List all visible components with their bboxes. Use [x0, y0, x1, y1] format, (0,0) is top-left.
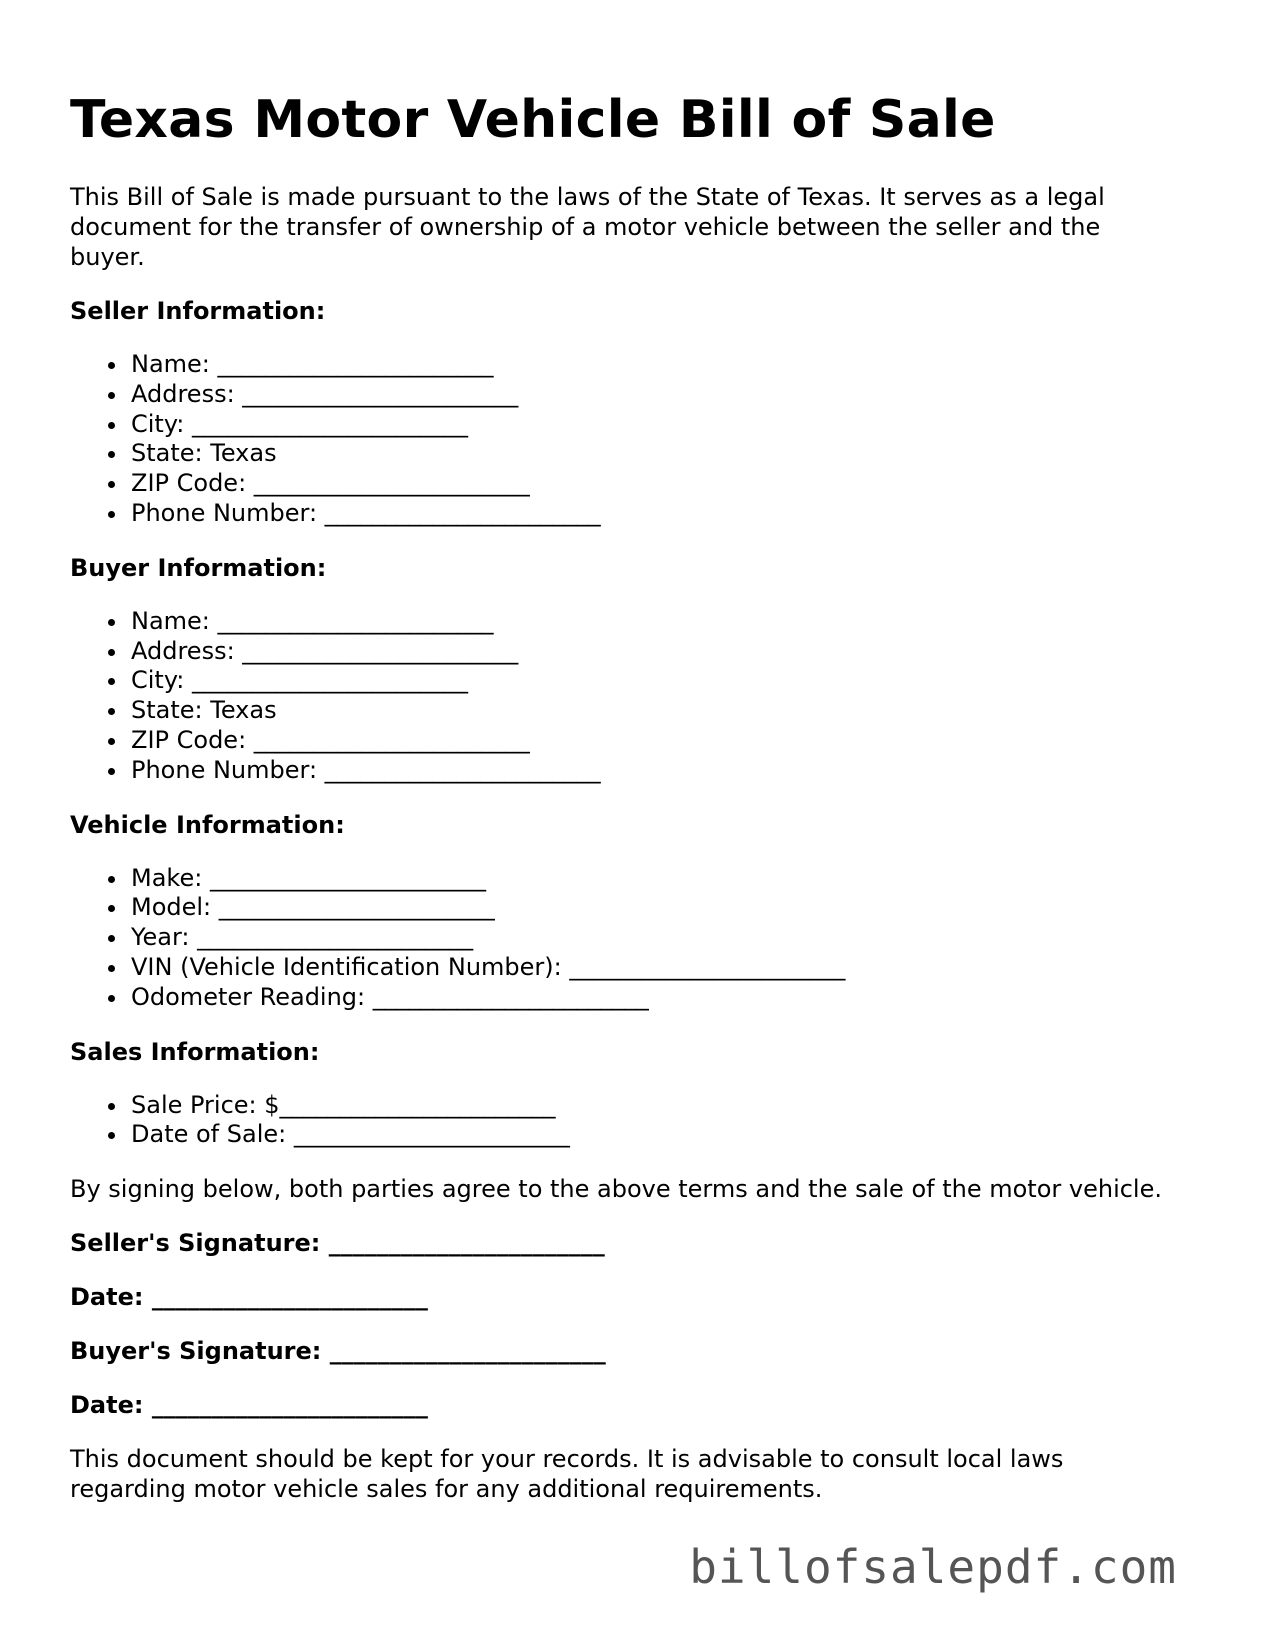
watermark: billofsalepdf.com [689, 1540, 1177, 1594]
sale-date-field: Date of Sale: _______________________ [131, 1120, 1220, 1150]
seller-phone-field: Phone Number: _______________________ [131, 499, 1220, 529]
seller-name-field: Name: _______________________ [131, 350, 1220, 380]
seller-address-field: Address: _______________________ [131, 380, 1220, 410]
seller-signature-line: Seller's Signature: _______________________ [70, 1229, 605, 1258]
buyer-state-field: State: Texas [131, 696, 1220, 726]
seller-heading: Seller Information: [70, 297, 326, 325]
vehicle-year-field: Year: _______________________ [131, 923, 1220, 953]
seller-date-line: Date: _______________________ [70, 1283, 428, 1312]
document-page [70, 80, 1220, 1504]
vehicle-list [70, 864, 1220, 1013]
vehicle-vin-field: VIN (Vehicle Identification Number): _______________________ [131, 953, 1220, 983]
seller-state-field: State: Texas [131, 439, 1220, 469]
buyer-address-field: Address: _______________________ [131, 637, 1220, 667]
buyer-list [70, 607, 1220, 786]
buyer-date-line: Date: _______________________ [70, 1391, 428, 1420]
sales-heading: Sales Information: [70, 1037, 320, 1066]
buyer-heading: Buyer Information: [70, 553, 327, 582]
vehicle-heading: Vehicle Information: [70, 810, 345, 839]
closing-paragraph: This document should be kept for your records. It is advisable to consult local laws regarding motor vehicle sales for any additional requirements. [70, 1445, 1064, 1504]
vehicle-odometer-field: Odometer Reading: _______________________ [131, 983, 1220, 1013]
buyer-signature-line: Buyer's Signature: _______________________ [70, 1337, 606, 1366]
buyer-zip-field: ZIP Code: _______________________ [131, 726, 1220, 756]
page-title: Texas Motor Vehicle Bill of Sale [70, 90, 996, 150]
agreement-paragraph: By signing below, both parties agree to the above terms and the sale of the motor vehicle. [70, 1175, 1162, 1204]
buyer-name-field: Name: _______________________ [131, 607, 1220, 637]
vehicle-make-field: Make: _______________________ [131, 864, 1220, 894]
sales-list [70, 1091, 1220, 1151]
buyer-phone-field: Phone Number: _______________________ [131, 756, 1220, 786]
vehicle-model-field: Model: _______________________ [131, 893, 1220, 923]
seller-list [70, 350, 1220, 529]
seller-zip-field: ZIP Code: _______________________ [131, 469, 1220, 499]
sale-price-field: Sale Price: $_______________________ [131, 1091, 1220, 1121]
buyer-city-field: City: _______________________ [131, 666, 1220, 696]
seller-city-field: City: _______________________ [131, 410, 1220, 440]
intro-paragraph: This Bill of Sale is made pursuant to the laws of the State of Texas. It serves as a legal document for the transfer of ownership of a motor vehicle between the seller and the buyer. [70, 183, 1105, 271]
